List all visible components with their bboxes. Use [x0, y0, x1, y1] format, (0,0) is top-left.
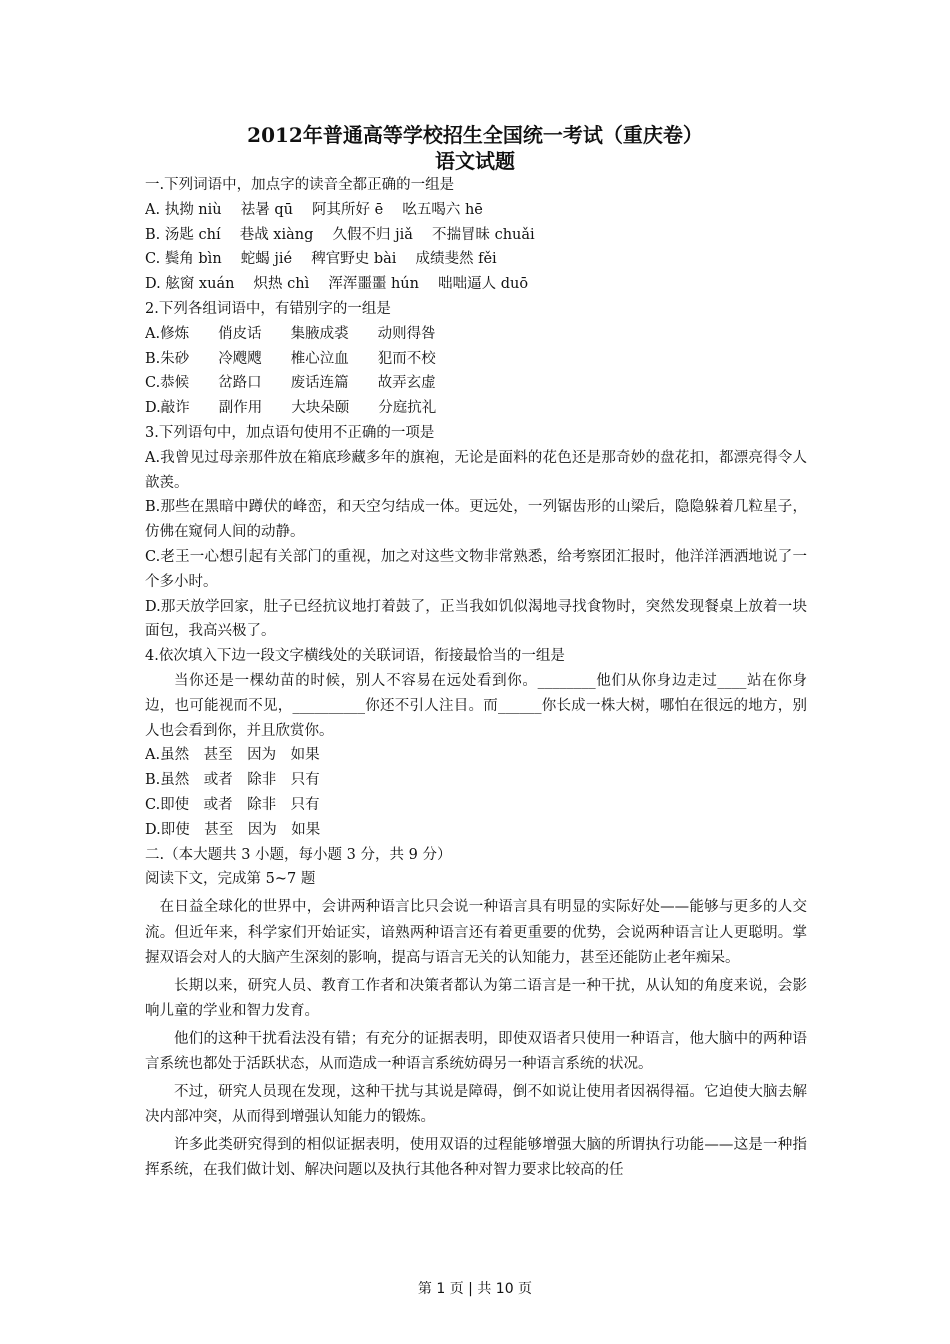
section2-heading: 二.（本大题共 3 小题，每小题 3 分，共 9 分） — [145, 846, 452, 863]
exam-subtitle: 语文试题 — [435, 149, 515, 173]
q1-stem: 一.下列词语中，加点字的读音全都正确的一组是 — [145, 177, 455, 193]
q4-stem: 4.依次填入下边一段文字横线处的关联词语，衔接最恰当的一组是 — [145, 648, 565, 665]
questions-block — [145, 173, 807, 892]
q2-stem: 2.下列各组词语中，有错别字的一组是 — [145, 300, 391, 317]
q4-option-a: A.虽然 甚至 因为 如果 — [145, 747, 320, 764]
q3-option-b: B.那些在黑暗中蹲伏的峰峦，和天空匀结成一体。更远处，一列锯齿形的山梁后，隐隐躲着几粒星子，仿佛在窥伺人间的动静。 — [145, 499, 807, 541]
q2-option-d: D.敲诈 副作用 大块朵颐 分庭抗礼 — [145, 400, 437, 417]
q3-option-d: D.那天放学回家，肚子已经抗议地打着鼓了，正当我如饥似渴地寻找食物时，突然发现餐桌上放着一块面包，我高兴极了。 — [145, 598, 807, 640]
q3-stem: 3.下列语句中，加点语句使用不正确的一项是 — [145, 424, 435, 441]
q1-option-b: B. 汤匙 chí 巷战 xiàng 久假不归 jiǎ 不揣冒昧 chuǎi — [145, 226, 535, 243]
q4-option-d: D.即使 甚至 因为 如果 — [145, 821, 321, 838]
page-footer: 第 1 页 | 共 10 页 — [417, 1281, 533, 1297]
q4-option-b: B.虽然 或者 除非 只有 — [145, 772, 320, 789]
section2-instruction: 阅读下文，完成第 5~7 题 — [145, 871, 316, 888]
passage-paragraph: 不过，研究人员现在发现，这种干扰与其说是障碍，倒不如说让使用者因祸得福。它迫使大脑去解决内部冲突，从而得到增强认知能力的锻炼。 — [145, 1083, 807, 1125]
q3-option-c: C.老王一心想引起有关部门的重视，加之对这些文物非常熟悉，给考察团汇报时，他洋洋洒洒地说了一个多小时。 — [145, 548, 807, 590]
reading-passage — [145, 895, 807, 1186]
passage-paragraph: 在日益全球化的世界中，会讲两种语言比只会说一种语言具有明显的实际好处——能够与更多的人交流。但近年来，科学家们开始证实，谙熟两种语言还有着更重要的优势，会说两种语言让人更聪明。掌握双语会对人的大脑产生深刻的影响，提高与语言无关的认知能力，甚至还能防止老年痴呆。 — [145, 899, 807, 966]
exam-title: 2012年普通高等学校招生全国统一考试（重庆卷） — [247, 123, 703, 147]
q1-option-a: A. 执拗 niù 祛暑 qū 阿其所好 ē 吆五喝六 hē — [145, 201, 483, 218]
q1-option-c: C. 鬓角 bìn 蛇蝎 jié 稗官野史 bài 成绩斐然 fěi — [145, 251, 497, 268]
q4-option-c: C.即使 或者 除非 只有 — [145, 796, 320, 813]
q2-option-b: B.朱砂 冷飕飕 椎心泣血 犯而不校 — [145, 350, 436, 367]
q3-option-a: A.我曾见过母亲那件放在箱底珍藏多年的旗袍，无论是面料的花色还是那奇妙的盘花扣，都漂亮得令人歆羡。 — [145, 449, 807, 491]
passage-paragraph: 他们的这种干扰看法没有错；有充分的证据表明，即使双语者只使用一种语言，他大脑中的两种语言系统也都处于活跃状态，从而造成一种语言系统妨碍另一种语言系统的状况。 — [145, 1030, 807, 1072]
q4-text: 当你还是一棵幼苗的时候，别人不容易在远处看到你。________他们从你身边走过____站在你身边，也可能视而不见，__________你还不引人注目。而______你长成一株大树，哪怕在很远的地方，别人也会看到你，并且欣赏你。 — [145, 672, 807, 739]
q2-option-a: A.修炼 俏皮话 集腋成裘 动则得咎 — [145, 325, 436, 342]
passage-paragraph: 长期以来，研究人员、教育工作者和决策者都认为第二语言是一种干扰，从认知的角度来说，会影响儿童的学业和智力发育。 — [145, 977, 807, 1019]
q1-option-d: D. 舷窗 xuán 炽热 chì 浑浑噩噩 hún 咄咄逼人 duō — [145, 276, 529, 293]
passage-paragraph: 许多此类研究得到的相似证据表明，使用双语的过程能够增强大脑的所谓执行功能——这是一种指挥系统，在我们做计划、解决问题以及执行其他各种对智力要求比较高的任 — [145, 1136, 807, 1178]
q2-option-c: C.恭候 岔路口 废话连篇 故弄玄虚 — [145, 375, 436, 392]
